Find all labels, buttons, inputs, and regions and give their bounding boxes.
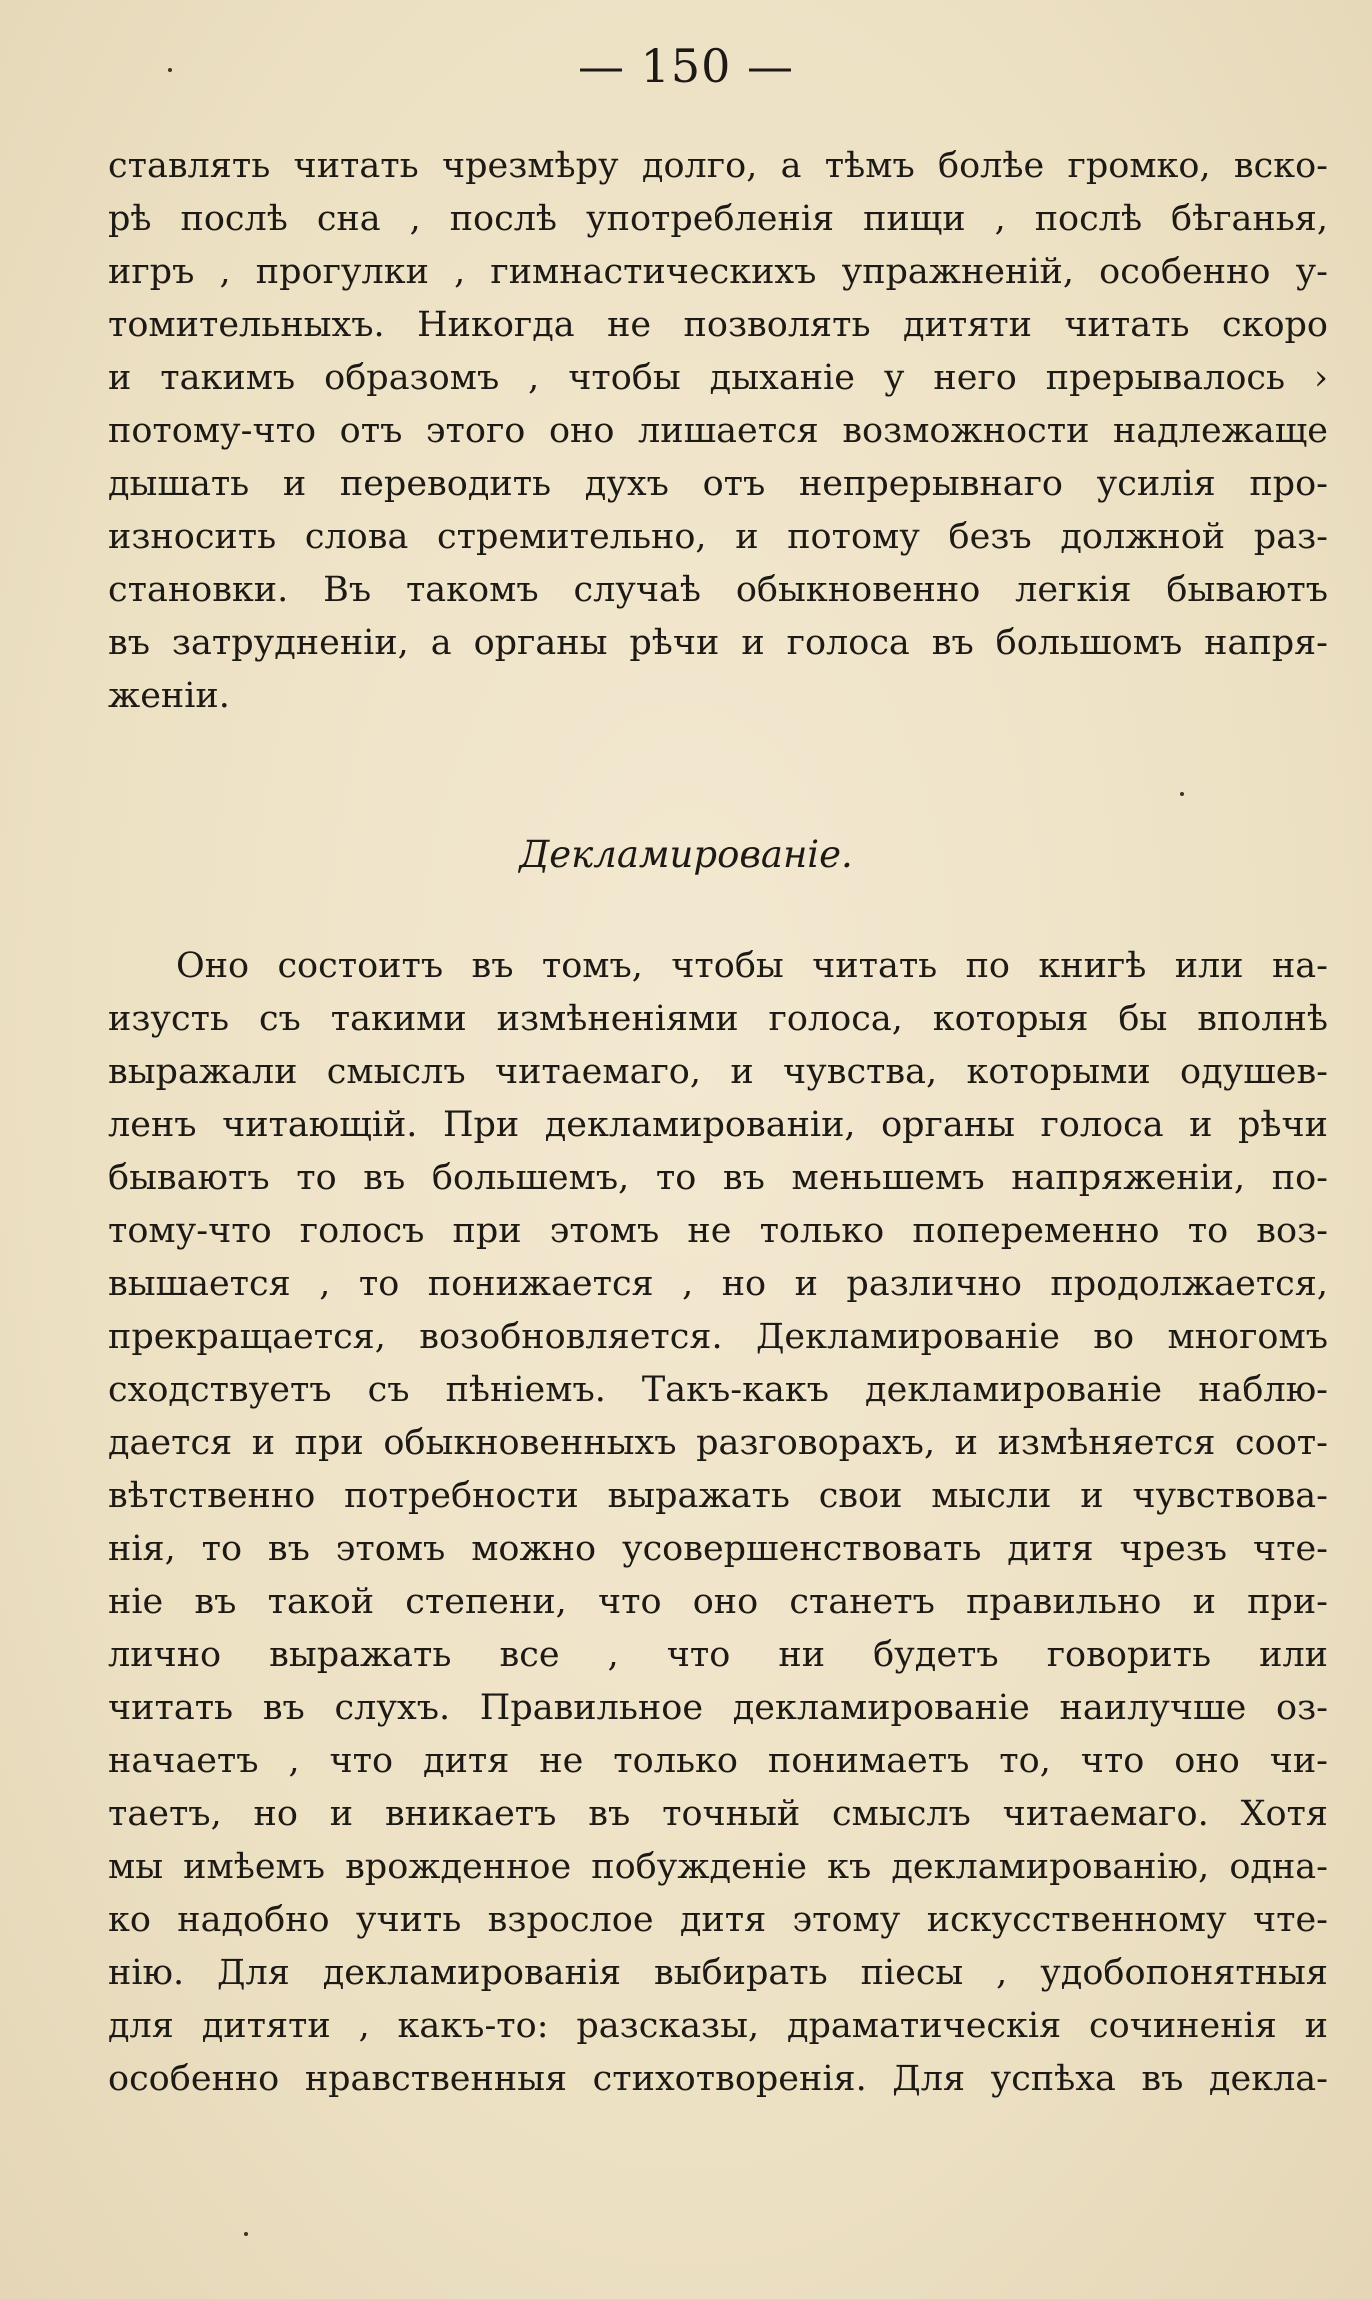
text-line: бываютъ то въ большемъ, то въ меньшемъ напряженіи, по-	[108, 1158, 1328, 1198]
text-line: особенно нравственныя стихотворенія. Для успѣха въ декла-	[108, 2059, 1328, 2099]
text-line: ніе въ такой степени, что оно станетъ правильно и при-	[108, 1582, 1328, 1622]
text-line: становки. Въ такомъ случаѣ обыкновенно легкія бываютъ	[108, 570, 1328, 610]
text-line: ко надобно учить взрослое дитя этому искусственному чте-	[108, 1900, 1328, 1940]
text-line: женіи.	[108, 676, 230, 716]
text-line: нія, то въ этомъ можно усовершенствовать дитя чрезъ чте-	[108, 1529, 1328, 1569]
text-line: потому-что отъ этого оно лишается возможности надлежаще	[108, 411, 1328, 451]
text-line: таетъ, но и вникаетъ въ точный смыслъ читаемаго. Хотя	[108, 1794, 1328, 1834]
text-line: въ затрудненіи, а органы рѣчи и голоса въ большомъ напря-	[108, 623, 1328, 663]
text-line: изусть съ такими измѣненіями голоса, которыя бы вполнѣ	[108, 999, 1328, 1039]
text-line: дышать и переводить духъ отъ непрерывнаго усилія про-	[108, 464, 1328, 504]
text-line: мы имѣемъ врожденное побужденіе къ декламированію, одна-	[108, 1847, 1328, 1887]
text-line: для дитяти , какъ-то: разсказы, драматическія сочиненія и	[108, 2006, 1328, 2046]
page-number: — 150 —	[577, 39, 795, 93]
text-line: дается и при обыкновенныхъ разговорахъ, и измѣняется соот-	[108, 1423, 1328, 1463]
paragraph-1	[108, 140, 1328, 723]
text-line: начаетъ , что дитя не только понимаетъ то, что оно чи-	[108, 1741, 1328, 1781]
text-line: прекращается, возобновляется. Декламированіе во многомъ	[108, 1317, 1328, 1357]
text-line: сходствуетъ съ пѣніемъ. Такъ-какъ декламированіе наблю-	[108, 1370, 1328, 1410]
text-line: ленъ читающій. При декламированіи, органы голоса и рѣчи	[108, 1105, 1328, 1145]
text-line: Оно состоитъ въ томъ, чтобы читать по книгѣ или на-	[176, 946, 1328, 986]
ink-speck	[1180, 792, 1184, 796]
text-line: нію. Для декламированія выбирать піесы , удобопонятныя	[108, 1953, 1328, 1993]
text-line: томительныхъ. Никогда не позволять дитяти читать скоро	[108, 305, 1328, 345]
text-line: выражали смыслъ читаемаго, и чувства, которыми одушев-	[108, 1052, 1328, 1092]
text-line: лично выражать все , что ни будетъ говорить или	[108, 1635, 1328, 1675]
text-line: игръ , прогулки , гимнастическихъ упражненій, особенно у-	[108, 252, 1328, 292]
text-line: и такимъ образомъ , чтобы дыханіе у него прерывалось ›	[108, 358, 1328, 398]
section-heading: Декламированіе.	[519, 833, 853, 876]
text-line: износить слова стремительно, и потому безъ должной раз-	[108, 517, 1328, 557]
text-line: рѣ послѣ сна , послѣ употребленія пищи , послѣ бѣганья,	[108, 199, 1328, 239]
paragraph-2	[108, 940, 1328, 2106]
ink-speck	[244, 2232, 248, 2236]
text-line: ставлять читать чрезмѣру долго, а тѣмъ болѣе громко, вско-	[108, 146, 1328, 186]
text-line: вышается , то понижается , но и различно продолжается,	[108, 1264, 1328, 1304]
text-line: тому-что голосъ при этомъ не только попеременно то воз-	[108, 1211, 1328, 1251]
text-line: читать въ слухъ. Правильное декламированіе наилучше оз-	[108, 1688, 1328, 1728]
text-line: вѣтственно потребности выражать свои мысли и чувствова-	[108, 1476, 1328, 1516]
